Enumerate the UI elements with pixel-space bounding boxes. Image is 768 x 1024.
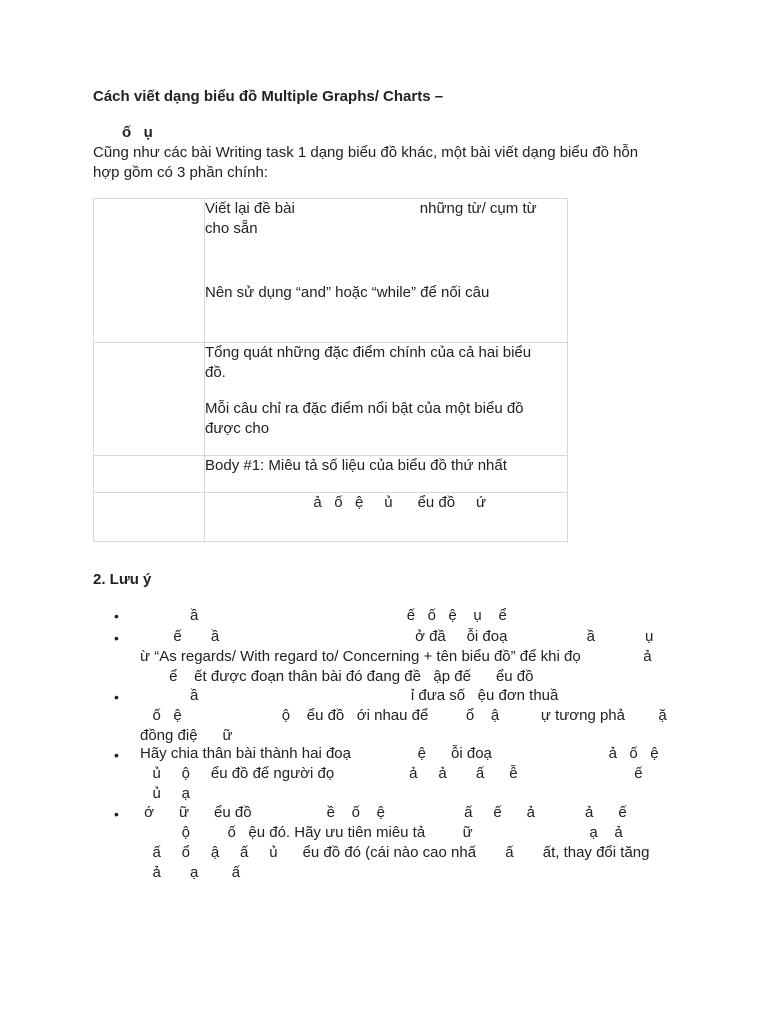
cell-text-line: Nên sử dụng “and” hoặc “while” để nối câu [205, 284, 490, 301]
tip-line: đồng điệ ữ [140, 727, 233, 744]
tip-line: ủ ộ ểu đồ để người đọ ả ả ấ ễ ế [140, 765, 643, 782]
essay-structure-table [93, 198, 568, 542]
table-row-body-2 [94, 493, 568, 542]
tip-line: ừ “As regards/ With regard to/ Concerning + tên biểu đồ” để khi đọ ả [140, 648, 652, 665]
document-title: Cách viết dạng biểu đồ Multiple Graphs/ Charts – [93, 88, 444, 105]
row-label-cell [94, 456, 205, 493]
intro-line-1: Cũng như các bài Writing task 1 dạng biểu đồ khác, một bài viết dạng biểu đồ hỗn [93, 144, 639, 161]
cell-text-line [205, 259, 567, 279]
row-content-cell [205, 343, 568, 456]
row-content-cell [205, 456, 568, 493]
tip-line: ầ ế ố ệ ụ ể [140, 607, 507, 624]
cell-text-line: Tổng quát những đặc điểm chính của cả hai biểu [205, 344, 532, 361]
row-content-cell [205, 199, 568, 343]
tip-line: ố ệ ộ ểu đồ ới nhau để ổ ậ ự tương phả ặ [140, 707, 667, 724]
intro-line-2: hợp gồm có 3 phần chính: [93, 164, 268, 181]
tip-line: ả ạ ấ [140, 864, 241, 881]
bullet-icon: • [114, 689, 119, 705]
tip-line: ộ ố ệu đó. Hãy ưu tiên miêu tả ữ ạ ả [140, 824, 623, 841]
row-label-cell [94, 343, 205, 456]
cell-text-line: đồ. [205, 364, 226, 381]
cell-text-line [205, 239, 567, 259]
cell-text-line: cho sẵn [205, 220, 258, 237]
tip-line: ớ ữ ểu đồ ề ố ệ ấ ế ả ả ế [140, 804, 627, 821]
cell-text-line: Body #1: Miêu tả số liệu của biểu đồ thứ nhất [205, 457, 507, 474]
cell-text-line: Viết lại đề bài những từ/ cụm từ [205, 200, 537, 217]
table-row-introduction [94, 199, 568, 343]
bullet-icon: • [114, 630, 119, 646]
row-label-cell [94, 493, 205, 542]
tip-line: ể ết được đoạn thân bài đó đang đề ập đế ểu đồ [140, 668, 534, 685]
section-subheading: ố ụ [122, 124, 153, 141]
tip-line: Hãy chia thân bài thành hai đoạ ệ ỗi đoạ ả ố ệ [140, 745, 659, 762]
row-content-cell [205, 493, 568, 542]
table-row-body-1 [94, 456, 568, 493]
tips-heading: 2. Lưu ý [93, 571, 152, 588]
cell-text-line: Mỗi câu chỉ ra đặc điểm nổi bật của một biểu đồ [205, 400, 524, 417]
row-label-cell [94, 199, 205, 343]
tip-line: ấ ổ ậ ấ ủ ểu đồ đó (cái nào cao nhấ ấ ất, thay đổi tăng [140, 844, 650, 861]
table-row-overview [94, 343, 568, 456]
cell-text-line: ả ố ệ ủ ểu đồ ứ [205, 494, 486, 511]
tip-line: ủ ạ [140, 785, 191, 802]
cell-text-line: được cho [205, 420, 270, 437]
bullet-icon: • [114, 608, 119, 624]
tip-line: ầ ỉ đưa số ệu đơn thuầ [140, 687, 559, 704]
tip-line: ế ầ ở đầ ỗi đoạ ầ ụ [140, 628, 654, 645]
bullet-icon: • [114, 747, 119, 763]
bullet-icon: • [114, 806, 119, 822]
